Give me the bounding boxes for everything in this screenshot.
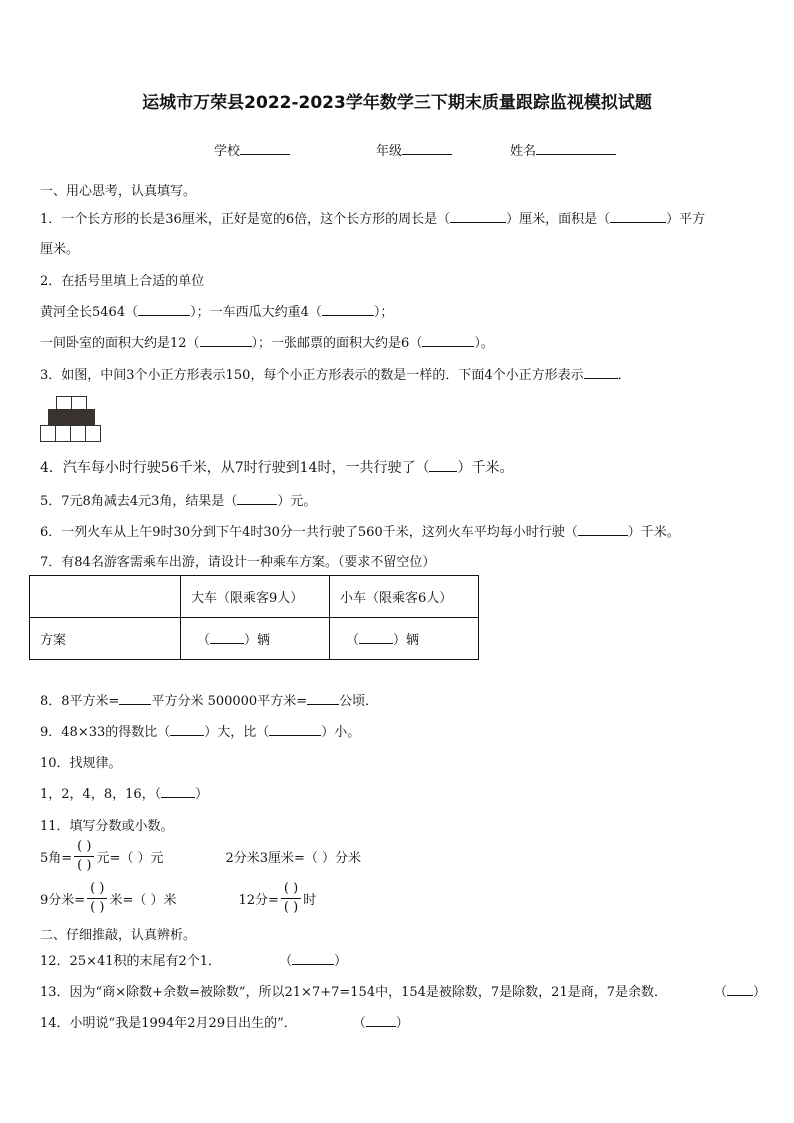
question-4: 4．汽车每小时行驶56千米，从7时行驶到14时，一共行驶了（ ）千米。	[40, 460, 514, 476]
q10-blank[interactable]	[161, 785, 195, 798]
square-bottom-1	[40, 425, 56, 442]
q9-blank-2[interactable]	[269, 723, 321, 736]
q2-blank-3[interactable]	[200, 334, 252, 347]
question-14: 14．小明说“我是1994年2月29日出生的”． （ ）	[40, 1016, 409, 1031]
question-2: 2．在括号里填上合适的单位	[40, 274, 205, 289]
question-11: 11．填写分数或小数。	[40, 819, 174, 834]
grade-field: 年级	[376, 140, 452, 159]
question-12: 12．25×41积的末尾有2个1． （ ）	[40, 954, 348, 969]
name-blank[interactable]	[536, 142, 616, 155]
question-13: 13．因为“商×除数+余数=被除数”，所以21×7+7=154中，154是被除数，7是除数，21是商，7是余数．	[40, 985, 667, 1000]
q5-blank[interactable]	[237, 492, 277, 505]
square-top-1	[56, 396, 72, 410]
question-10-sequence: 1，2，4，8，16，（ ）	[40, 787, 209, 802]
table-header-empty	[30, 576, 181, 618]
square-bottom-4	[85, 425, 101, 442]
question-1-cont: 厘米。	[40, 242, 80, 257]
q8-blank-2[interactable]	[307, 692, 339, 705]
q14-blank[interactable]	[366, 1014, 396, 1027]
question-8: 8．8平方米= 平方分米 500000平方米= 公顷．	[40, 694, 379, 709]
q8-blank-1[interactable]	[119, 692, 151, 705]
square-bottom-2	[55, 425, 71, 442]
dark-middle-band	[48, 409, 95, 426]
question-9: 9．48×33的得数比（ ）大，比（ ）小。	[40, 725, 361, 740]
question-7: 7．有84名游客需乘车出游，请设计一种乘车方案。（要求不留空位）	[40, 555, 436, 570]
q6-blank[interactable]	[578, 523, 628, 536]
table-header-small-car: 小车（限乘客6人）	[330, 576, 479, 618]
school-field: 学校	[214, 140, 290, 159]
q1-area-blank[interactable]	[610, 210, 666, 223]
section-1-heading: 一、用心思考，认真填写。	[40, 184, 197, 199]
table-row	[30, 576, 479, 618]
square-bottom-3	[70, 425, 86, 442]
question-5: 5．7元8角减去4元3角，结果是（ ）元。	[40, 494, 317, 509]
question-3: 3．如图，中间3个小正方形表示150，每个小正方形表示的数是一样的．下面4个小正方形表示 ．	[40, 368, 631, 383]
q2-blank-1[interactable]	[138, 303, 190, 316]
plan-table	[29, 575, 479, 660]
table-row-label: 方案	[30, 618, 181, 660]
table-header-big-car: 大车（限乘客9人）	[181, 576, 330, 618]
q2-blank-4[interactable]	[422, 334, 474, 347]
name-field: 姓名	[510, 140, 616, 159]
big-car-count-cell: （ ）辆	[181, 618, 330, 660]
question-2-line-2: 一间卧室的面积大约是12（ ）；一张邮票的面积大约是6（ ）。	[40, 336, 494, 351]
page-title: 运城市万荣县2022-2023学年数学三下期末质量跟踪监视模拟试题	[142, 93, 652, 113]
question-6: 6．一列火车从上午9时30分到下午4时30分一共行驶了560千米，这列火车平均每小时行驶（ ）千米。	[40, 525, 680, 540]
small-car-count-cell: （ ）辆	[330, 618, 479, 660]
square-top-2	[71, 396, 87, 410]
school-blank[interactable]	[240, 142, 290, 155]
big-car-count-blank[interactable]	[210, 631, 244, 644]
q4-blank[interactable]	[429, 459, 457, 472]
q13-blank[interactable]	[727, 983, 753, 996]
question-11-row-2: 9分米= $\frac{( )}{( )}$ 米=（ ）米 12分= $\frac{( )}{( )}$ 时	[40, 881, 317, 915]
q3-blank[interactable]	[584, 366, 618, 379]
section-2-heading: 二、仔细推敲，认真辨析。	[40, 928, 197, 943]
small-car-count-blank[interactable]	[359, 631, 393, 644]
question-11-row-1: 5角= $\frac{( )}{( )}$ 元=（ ）元 2分米3厘米=（ ）分米	[40, 839, 362, 873]
grade-blank[interactable]	[402, 142, 452, 155]
question-10: 10．找规律。	[40, 756, 122, 771]
q1-perimeter-blank[interactable]	[450, 210, 506, 223]
q9-blank-1[interactable]	[170, 723, 204, 736]
question-1: 1．一个长方形的长是36厘米，正好是宽的6倍，这个长方形的周长是（ ）厘米，面积是（ ）平方	[40, 212, 706, 227]
fraction-blank-1[interactable]: $\frac{( )}{( )}$	[74, 838, 94, 875]
question-2-line-1: 黄河全长5464（ ）；一车西瓜大约重4（ ）；	[40, 305, 394, 320]
fraction-blank-3[interactable]: $\frac{( )}{( )}$	[281, 880, 301, 917]
q2-blank-2[interactable]	[322, 303, 374, 316]
table-row	[30, 618, 479, 660]
q12-blank[interactable]	[292, 952, 334, 965]
fraction-blank-2[interactable]: $\frac{( )}{( )}$	[87, 880, 107, 917]
question-13-answer: （ ）	[714, 985, 767, 1000]
